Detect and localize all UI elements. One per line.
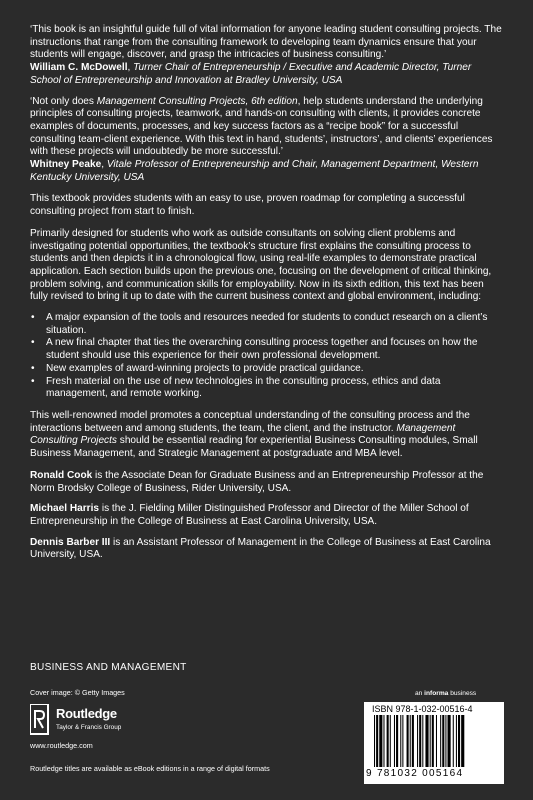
author-bio-3: [30, 537, 504, 562]
author-bio-2: [30, 503, 504, 528]
informa-suffix: business: [448, 690, 477, 697]
author-name: Dennis Barber III: [30, 536, 111, 548]
author-name: Michael Harris: [30, 503, 100, 515]
closing-after: should be essential reading for experiential Business Consulting modules, Small Business Management, and Strategic Management at postgraduate and MBA level.: [30, 435, 478, 460]
quote-2-author: Whitney Peake: [30, 159, 102, 171]
ebook-note: Routledge titles are available as eBook editions in a range of digital formats: [30, 764, 270, 773]
list-item: • A major expansion of the tools and resources needed for students to conduct research on a client’s situation.: [46, 312, 504, 337]
publisher-group: Taylor & Francis Group: [56, 724, 122, 731]
publisher-logo: [30, 704, 150, 736]
quote-1-affiliation: Turner Chair of Entrepreneurship / Executive and Academic Director, Turner School of Entrepreneurship and Innovation at Bradley University, USA: [30, 62, 472, 86]
list-item: • A new final chapter that ties the overarching consulting process together and focuses on how the student should use this experience for their own professional development.: [46, 337, 504, 362]
list-item: • Fresh material on the use of new technologies in the consulting process, ethics and data management, and remote working.: [46, 376, 504, 401]
author-bio: is the Associate Dean for Graduate Business and an Entrepreneurship Professor at the Norm Brodsky College of Business, Rider University, USA.: [30, 469, 484, 494]
intro-paragraph: This textbook provides students with an easy to use, proven roadmap for completing a successful consulting project from start to finish.: [30, 193, 465, 218]
publisher-url: www.routledge.com: [30, 741, 93, 750]
quote-2-attribution: Whitney Peake, Vitale Professor of Entrepreneurship and Chair, Management Department, Western Kentucky University, USA: [30, 159, 479, 183]
quote-2-text: [30, 96, 504, 160]
barcode-panel: [364, 702, 504, 784]
quote-2-affiliation: Vitale Professor of Entrepreneurship and Chair, Management Department, Western Kentucky University, USA: [30, 159, 479, 183]
publisher-name: Routledge: [56, 706, 117, 721]
list-item: • New examples of award-winning projects to provide practical guidance.: [46, 363, 504, 376]
feature-list: [30, 312, 504, 401]
author-bio-1: [30, 470, 504, 495]
quote-2-book-title: Management Consulting Projects, 6th edition: [96, 95, 298, 107]
cover-image-credit: Cover image: © Getty Images: [30, 688, 125, 697]
author-name: Ronald Cook: [30, 469, 93, 481]
barcode-digits: 9 781032 005164: [366, 768, 464, 779]
quote-2-open: ‘Not only does: [30, 95, 97, 107]
quote-1-author: William C. McDowell: [30, 62, 128, 74]
back-cover-text: [30, 24, 504, 562]
informa-brand: informa: [424, 690, 449, 697]
informa-prefix: an: [415, 690, 425, 697]
barcode-icon: [374, 715, 498, 767]
quote-1-attribution: William C. McDowell, Turner Chair of Entrepreneurship / Executive and Academic Director, Turner School of Entrepreneurship and Innovation at Bradley University, USA: [30, 62, 472, 86]
routledge-logo-icon: [30, 704, 50, 736]
closing-paragraph: [30, 410, 504, 461]
subject-category: BUSINESS AND MANAGEMENT: [30, 662, 187, 673]
closing-before: This well-renowned model promotes a conceptual understanding of the consulting process and the interactions between and among students, the team, the client, and the instructor.: [30, 409, 470, 434]
informa-tagline: [415, 690, 476, 697]
quote-1-text: ‘This book is an insightful guide full of vital information for anyone leading student consulting projects. The instructions that range from the consulting framework to developing team dynamics ensure that your students will engage, discover, and grasp the intricacies of business consulting.’: [30, 24, 502, 61]
closing-book-title: Management Consulting Projects: [30, 422, 456, 447]
isbn-text: ISBN 978-1-032-00516-4: [372, 704, 473, 714]
author-bio: is the J. Fielding Miller Distinguished Professor and Director of the Miller School of Entrepreneurship in the College of Business at East Carolina University, USA.: [30, 503, 469, 527]
quote-2-rest: , help students understand the underlying principles of consulting projects, teamwork, and hands-on consulting with clients, it provides concrete examples of documents, processes, and key success factors as a “recipe book” for a successful consulting team-client experience. With this text in hand, students’, instructors’, and clients’ experiences with these projects will undoubtedly be more successful.’: [30, 95, 493, 158]
author-bio: is an Assistant Professor of Management in the College of Business at East Carolina University, USA.: [30, 536, 491, 561]
body-paragraph: Primarily designed for students who work as outside consultants on solving client problems and investigating potential opportunities, the textbook’s structure first explains the consulting process to students and then depicts it in a chronological flow, using real-life examples to demonstrate practical application. Each section builds upon the previous one, focusing on the development of critical thinking, problem solving, and communication skills for employability. Now in its sixth edition, this text has been fully revised to bring it up to date with the current business context and global environment, including:: [30, 227, 492, 303]
